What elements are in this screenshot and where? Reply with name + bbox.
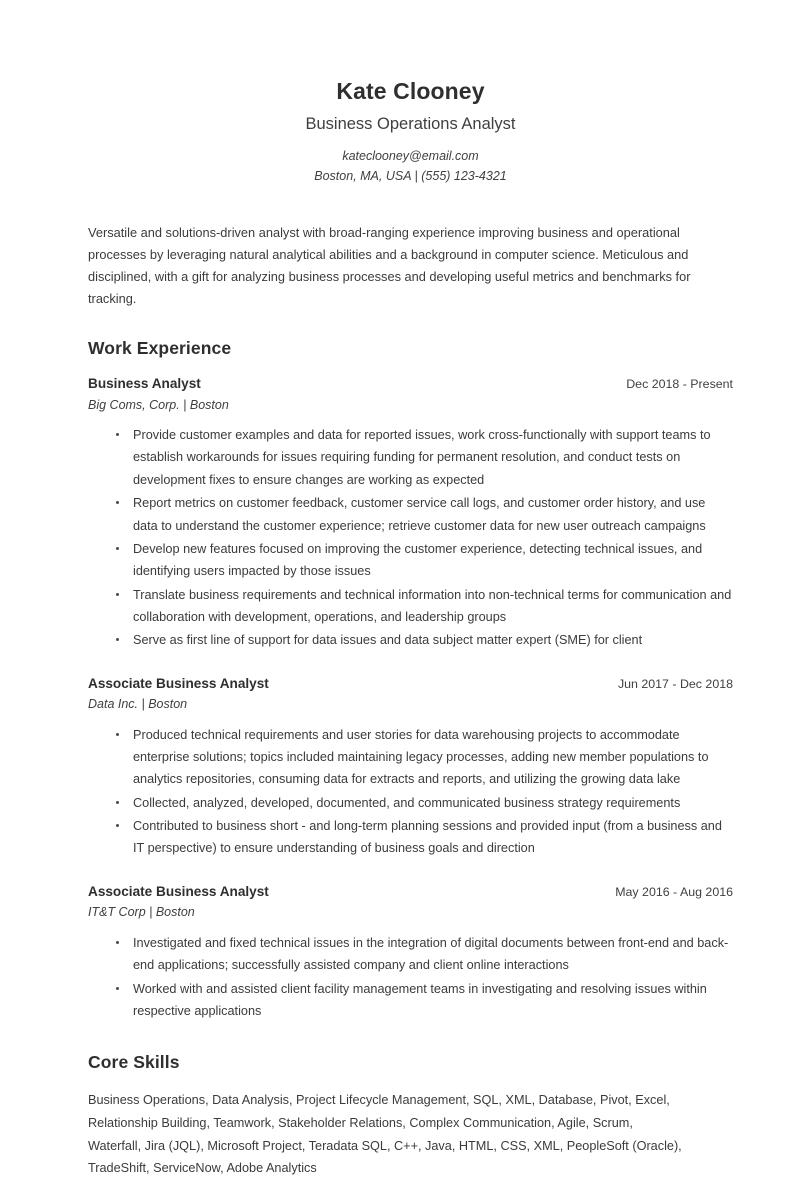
professional-summary: Versatile and solutions-driven analyst with broad-ranging experience improving business and operational processes by leveraging natural analytical abilities and a background in computer science. Meticulous and disciplined, with a gift for analyzing business processes and developing useful metrics and benchmarks for tracking.	[88, 224, 691, 306]
job-bullet: Serve as first line of support for data issues and data subject matter expert (SME) for client	[110, 629, 733, 651]
job-bullet: Report metrics on customer feedback, customer service call logs, and customer order history, and use data to understand the customer experience; retrieve customer data for new user outreach campaigns	[110, 492, 733, 537]
job-bullet: Provide customer examples and data for reported issues, work cross-functionally with support teams to establish workarounds for issues requiring funding for permanent resolution, and conduct tests on development fixes to ensure changes are working as expected	[110, 424, 733, 491]
job-title: Associate Business Analyst	[88, 675, 269, 691]
contact-email[interactable]: kateclooney@email.com	[342, 149, 479, 164]
job-bullet: Investigated and fixed technical issues in the integration of digital documents between front-end and back-end applications; successfully assisted company and client online interactions	[110, 932, 733, 977]
job-entry	[88, 375, 733, 652]
job-dates: Jun 2017 - Dec 2018	[617, 676, 733, 691]
section-core-skills	[88, 1052, 733, 1179]
job-dates: May 2016 - Aug 2016	[615, 884, 733, 899]
job-header-row	[88, 883, 733, 901]
job-header-row	[88, 675, 733, 693]
job-bullet: Produced technical requirements and user stories for data warehousing projects to accommodate enterprise solutions; topics included maintaining legacy processes, adding new member populations to analytics repositories, consuming data for extracts and reports, and utilizing the growing data lake	[110, 724, 733, 791]
section-work-experience	[88, 338, 733, 1022]
candidate-job-title: Business Operations Analyst	[305, 114, 516, 133]
job-bullet: Develop new features focused on improving the customer experience, detecting technical issues, and identifying users impacted by those issues	[110, 538, 733, 583]
job-bullet: Worked with and assisted client facility management teams in investigating and resolving issues within respective applications	[110, 978, 733, 1023]
resume-header	[88, 78, 733, 186]
job-title: Business Analyst	[88, 375, 201, 391]
job-bullet: Collected, analyzed, developed, documented, and communicated business strategy requirements	[110, 792, 733, 814]
job-header-row	[88, 375, 733, 393]
job-title: Associate Business Analyst	[88, 883, 269, 899]
contact-location-phone: Boston, MA, USA | (555) 123-4321	[314, 168, 507, 183]
job-bullet: Contributed to business short - and long-term planning sessions and provided input (from a business and IT perspective) to ensure understanding of business goals and direction	[110, 815, 733, 860]
job-bullet: Translate business requirements and technical information into non-technical terms for communication and collaboration with development, operations, and leadership groups	[110, 584, 733, 629]
job-dates: Dec 2018 - Present	[626, 376, 733, 391]
section-heading-work-experience: Work Experience	[88, 337, 232, 358]
candidate-name: Kate Clooney	[336, 78, 485, 104]
job-company-location: IT&T Corp | Boston	[88, 905, 195, 920]
job-bullet-list	[88, 932, 733, 1022]
job-entry	[88, 675, 733, 860]
contact-block	[88, 147, 733, 186]
job-entry	[88, 883, 733, 1023]
job-company-location: Data Inc. | Boston	[88, 697, 188, 712]
section-heading-core-skills: Core Skills	[88, 1052, 180, 1073]
core-skills-list: Business Operations, Data Analysis, Project Lifecycle Management, SQL, XML, Database, Pivot, Excel, Relationship Building, Teamwork, Stakeholder Relations, Complex Communication, Agile, Scrum, Waterfall, Jira (JQL), Microsoft Project, Teradata SQL, C++, Java, HTML, CSS, XML, PeopleSoft (Oracle), TradeShift, ServiceNow, Adobe Analytics	[88, 1093, 682, 1176]
job-bullet-list	[88, 724, 733, 860]
job-company-location: Big Coms, Corp. | Boston	[88, 397, 229, 412]
job-bullet-list	[88, 424, 733, 651]
